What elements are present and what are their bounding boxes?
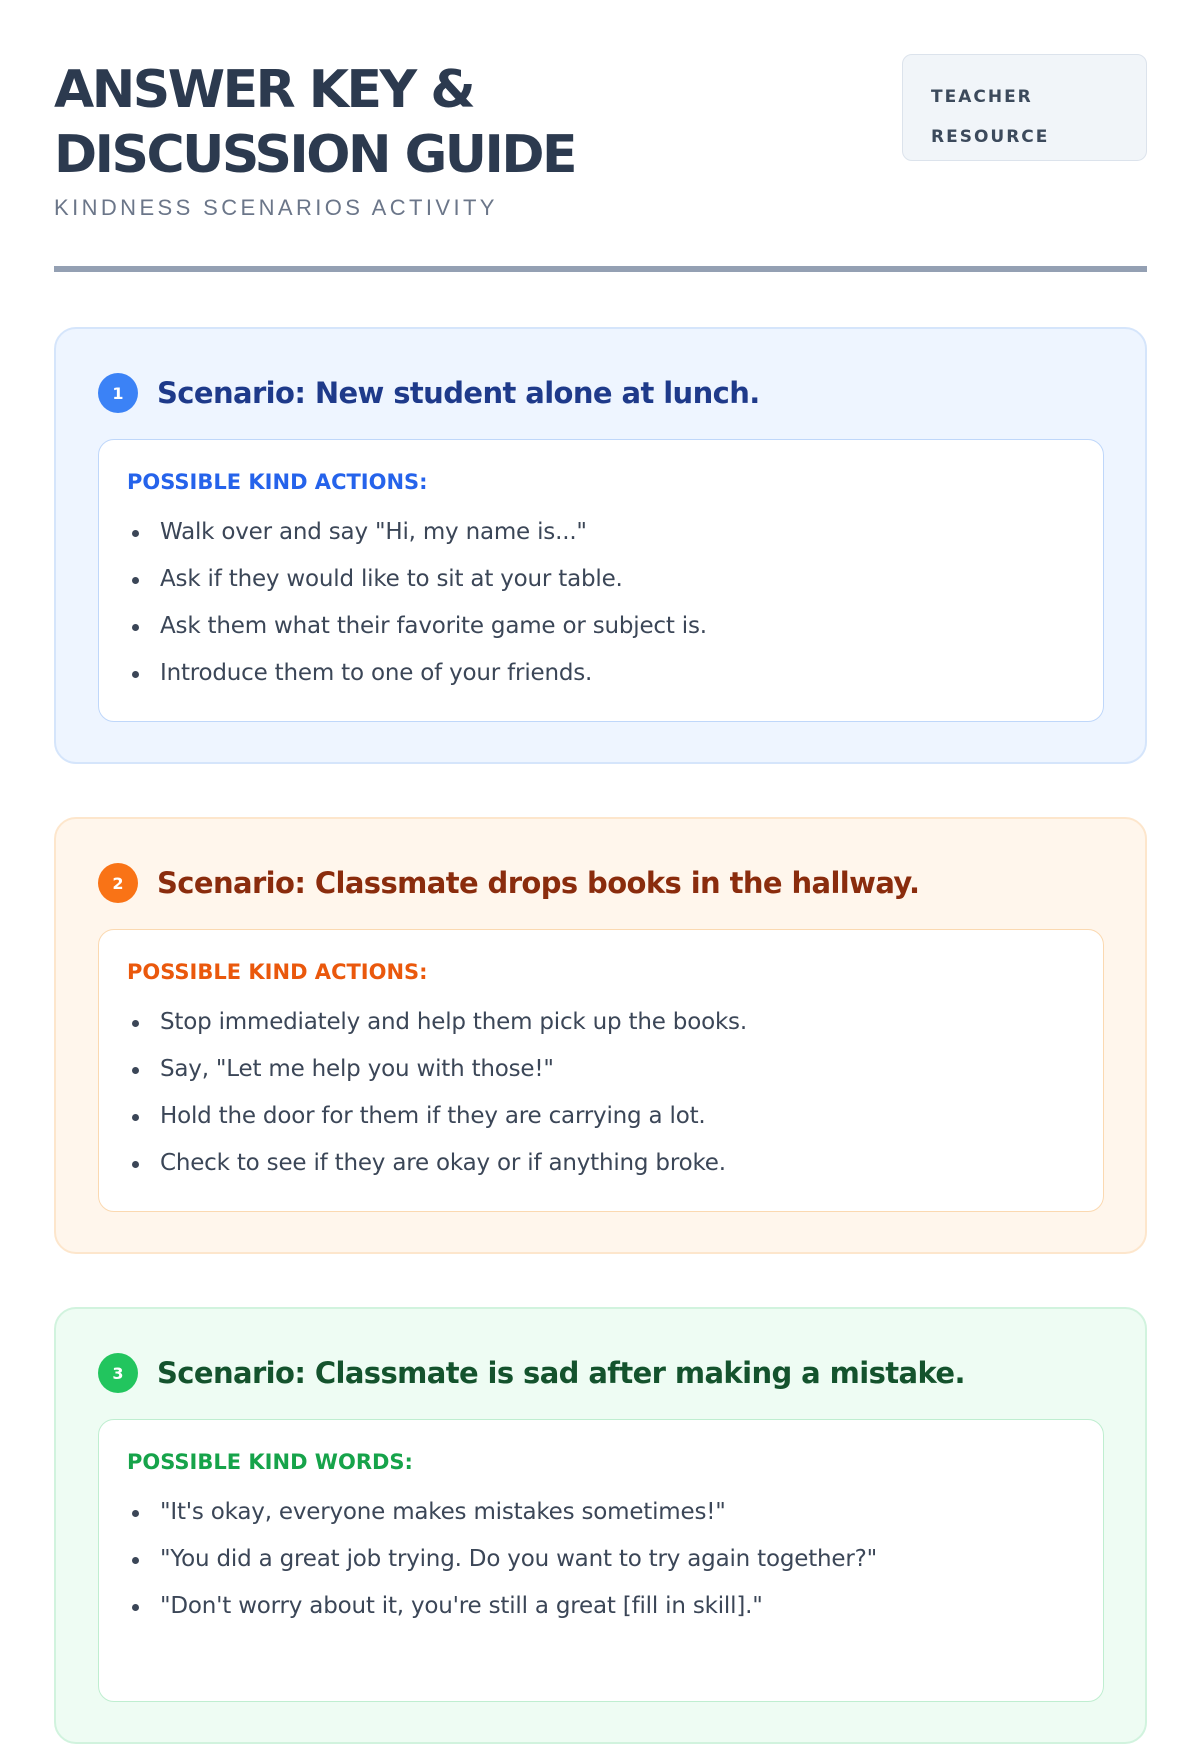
scenario-card-1 [54, 327, 1147, 764]
scenario-title: Scenario: New student alone at lunch. [157, 376, 760, 410]
scenario-number-badge: 2 [98, 863, 138, 903]
page [54, 0, 1147, 1619]
scenario-header [98, 863, 919, 903]
scenario-number-badge: 3 [98, 1353, 138, 1393]
answer-box [98, 929, 1104, 1212]
list-item: Hold the door for them if they are carrying a lot. [160, 1101, 1075, 1148]
header [54, 0, 1147, 275]
scenario-header [98, 1353, 965, 1393]
answer-list [127, 1007, 1075, 1195]
answer-box-label: POSSIBLE KIND ACTIONS: [127, 960, 428, 984]
scenario-header [98, 373, 760, 413]
answer-box-label: POSSIBLE KIND WORDS: [127, 1450, 413, 1474]
page-title-line-1: ANSWER KEY & [54, 60, 474, 120]
list-item: Walk over and say "Hi, my name is..." [160, 517, 1075, 564]
page-title [54, 58, 575, 188]
list-item: Stop immediately and help them pick up the books. [160, 1007, 1075, 1054]
scenario-card-2 [54, 817, 1147, 1254]
list-item: Ask if they would like to sit at your table. [160, 564, 1075, 611]
header-divider [54, 266, 1147, 272]
answer-box [98, 1419, 1104, 1702]
answer-list [127, 517, 1075, 705]
list-item: Say, "Let me help you with those!" [160, 1054, 1075, 1101]
list-item: "Don't worry about it, you're still a great [fill in skill]." [160, 1591, 1075, 1638]
badge-line-2: RESOURCE [931, 127, 1050, 147]
answer-box-label: POSSIBLE KIND ACTIONS: [127, 470, 428, 494]
list-item: "It's okay, everyone makes mistakes sometimes!" [160, 1497, 1075, 1544]
list-item: Ask them what their favorite game or subject is. [160, 611, 1075, 658]
list-item: Introduce them to one of your friends. [160, 658, 1075, 705]
badge-line-1: TEACHER [931, 87, 1033, 107]
scenario-title: Scenario: Classmate is sad after making a mistake. [157, 1356, 965, 1390]
scenario-card-3 [54, 1307, 1147, 1744]
answer-box [98, 439, 1104, 722]
page-subtitle: KINDNESS SCENARIOS ACTIVITY [54, 195, 498, 220]
answer-list [127, 1497, 1075, 1638]
page-title-line-2: DISCUSSION GUIDE [54, 125, 576, 185]
scenario-title: Scenario: Classmate drops books in the hallway. [157, 866, 920, 900]
scenario-number-badge: 1 [98, 373, 138, 413]
teacher-resource-badge [902, 54, 1147, 161]
list-item: Check to see if they are okay or if anything broke. [160, 1148, 1075, 1195]
list-item: "You did a great job trying. Do you want to try again together?" [160, 1544, 1075, 1591]
